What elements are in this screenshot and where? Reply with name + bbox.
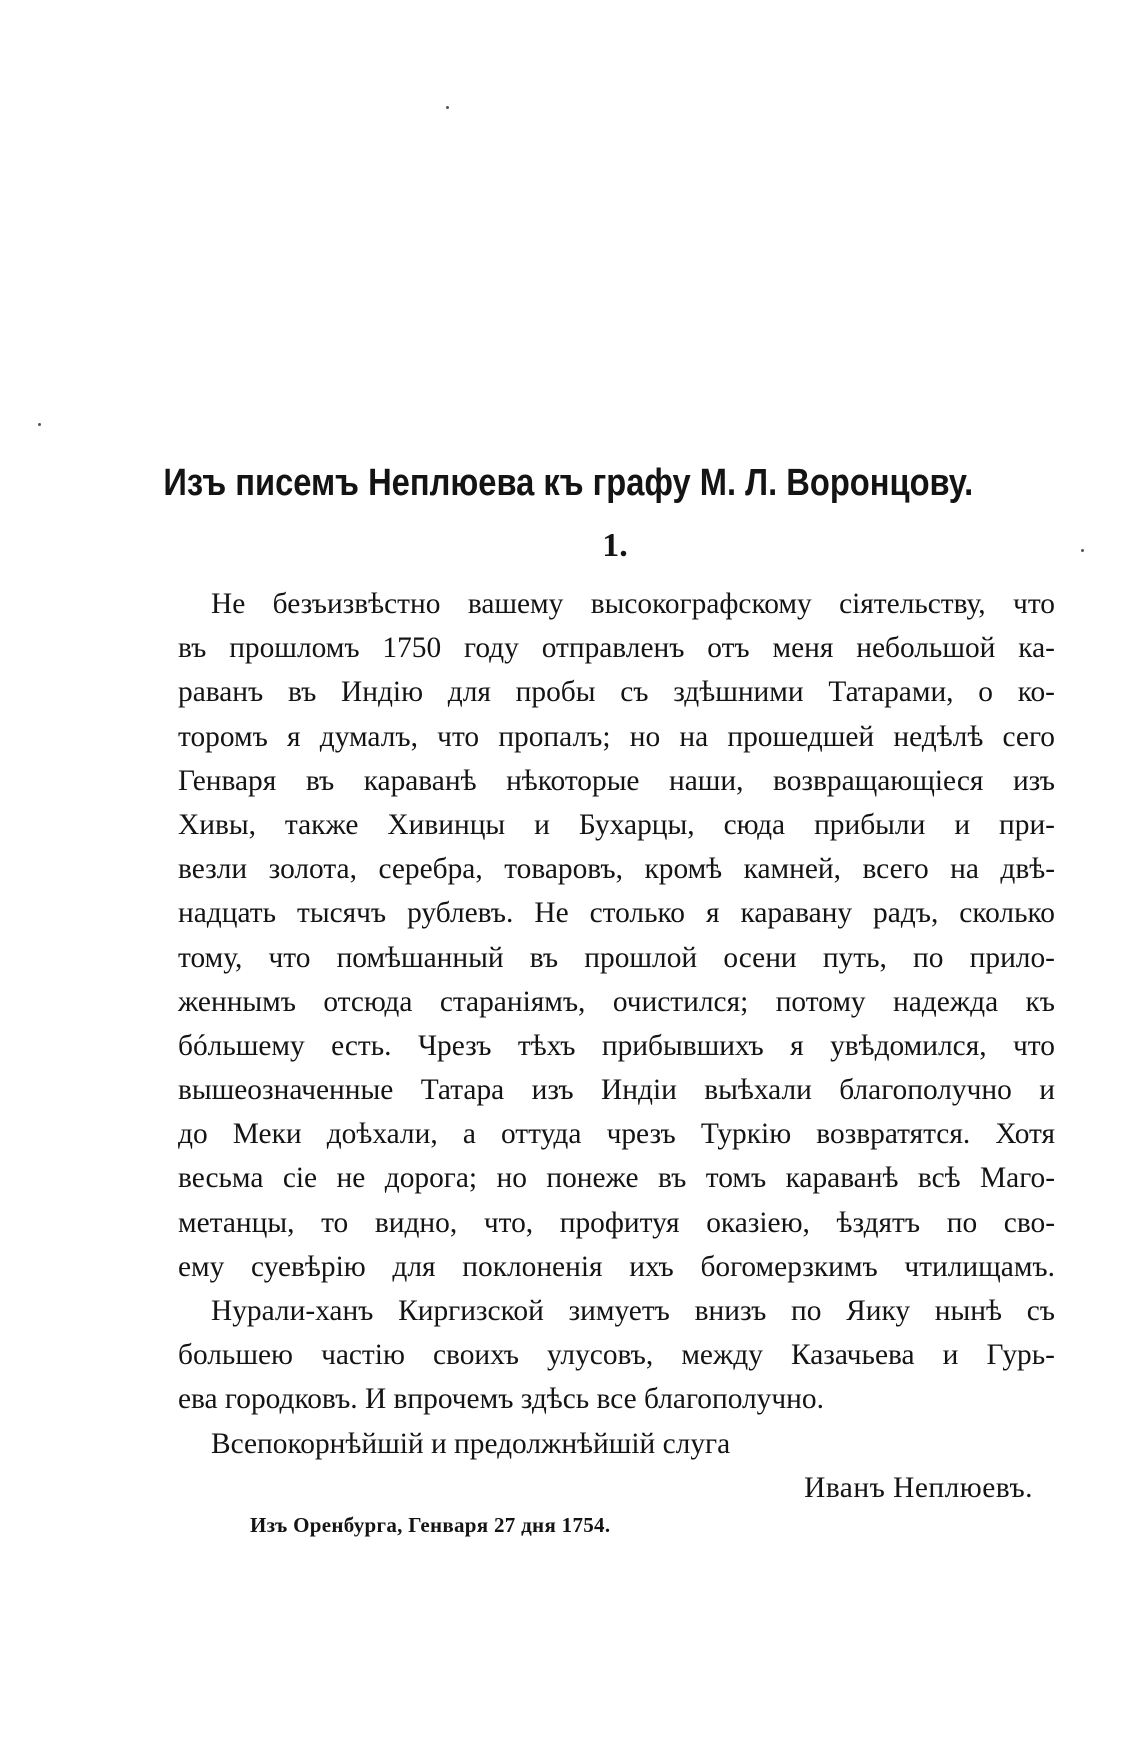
word: по bbox=[791, 1295, 822, 1327]
word: Чрезъ bbox=[417, 1029, 492, 1062]
word: ему bbox=[178, 1250, 225, 1283]
word: сіе bbox=[282, 1162, 318, 1195]
word: 1750 bbox=[382, 632, 442, 665]
word: недѣлѣ bbox=[893, 720, 984, 753]
word: до bbox=[178, 1118, 208, 1151]
text-line bbox=[178, 1245, 1055, 1289]
text-line bbox=[178, 670, 1055, 714]
word: раванъ bbox=[178, 676, 264, 709]
page-title: Изъ писемъ Неплюева къ графу М. Л. Воронцову. bbox=[163, 462, 974, 504]
word: всего bbox=[862, 853, 929, 886]
paragraph-2 bbox=[178, 1289, 1055, 1422]
word: съ bbox=[1026, 1295, 1055, 1327]
word: Казачьева bbox=[791, 1339, 915, 1372]
text-line bbox=[178, 936, 1055, 980]
word: увѣдомился, bbox=[830, 1029, 987, 1062]
word: Бухарцы, bbox=[578, 808, 695, 841]
word: что bbox=[1013, 588, 1055, 620]
word: столько bbox=[589, 897, 685, 930]
word: Гурь- bbox=[986, 1339, 1055, 1372]
word: въ bbox=[287, 676, 317, 709]
word: думалъ, bbox=[319, 720, 418, 753]
text-line bbox=[178, 715, 1055, 759]
word: прошедшей bbox=[727, 720, 875, 753]
word: выѣхали bbox=[704, 1074, 812, 1107]
word: въ bbox=[529, 941, 559, 974]
place-and-date: Изъ Оренбурга, Генваря 27 дня 1754. bbox=[250, 1513, 611, 1537]
word: въ bbox=[178, 632, 207, 665]
word: что bbox=[1013, 1029, 1055, 1062]
text-line bbox=[178, 1201, 1055, 1245]
word: Меки bbox=[232, 1118, 302, 1151]
word: по bbox=[913, 941, 944, 974]
word: Маго- bbox=[980, 1162, 1055, 1195]
word: внизъ bbox=[694, 1295, 767, 1327]
text-line bbox=[178, 1289, 1055, 1333]
word: доѣхали, bbox=[326, 1118, 438, 1151]
word: наши, bbox=[669, 764, 744, 797]
word: ихъ bbox=[629, 1250, 674, 1283]
word: золота, bbox=[268, 853, 357, 886]
word: кромѣ bbox=[644, 853, 723, 886]
text-line bbox=[178, 1377, 1055, 1421]
word: нынѣ bbox=[934, 1295, 1002, 1327]
paragraph-1 bbox=[178, 582, 1055, 1289]
word: Татарами, bbox=[828, 676, 954, 709]
word: въ bbox=[657, 1162, 687, 1195]
text-line bbox=[178, 1156, 1055, 1200]
word: оказіею, bbox=[706, 1206, 810, 1239]
word: поклоненія bbox=[462, 1250, 603, 1283]
word: очистился; bbox=[612, 985, 749, 1018]
text-line bbox=[178, 847, 1055, 891]
word: Нурали-ханъ bbox=[211, 1295, 374, 1327]
word: потому bbox=[775, 985, 866, 1018]
word: но bbox=[496, 1162, 527, 1195]
word: везли bbox=[178, 853, 248, 886]
word: для bbox=[447, 676, 491, 709]
text-line bbox=[178, 626, 1055, 670]
word: и bbox=[1039, 1074, 1055, 1107]
word: Хивы, bbox=[178, 808, 256, 841]
letter-body bbox=[178, 582, 1055, 1510]
word: есть. bbox=[331, 1029, 392, 1062]
word: ѣздятъ bbox=[836, 1206, 921, 1239]
word: то bbox=[321, 1206, 349, 1239]
word: профитуя bbox=[559, 1206, 680, 1239]
word: богомерзкимъ bbox=[700, 1250, 878, 1283]
word: видно, bbox=[374, 1206, 458, 1239]
word: Не bbox=[534, 897, 569, 930]
word: прошлой bbox=[584, 941, 698, 974]
word: изъ bbox=[531, 1074, 574, 1107]
word: благополучно bbox=[839, 1074, 1012, 1107]
word: Киргизской bbox=[398, 1295, 544, 1327]
word: для bbox=[392, 1250, 436, 1283]
word: на bbox=[679, 720, 709, 753]
word: бóльшему bbox=[178, 1029, 305, 1062]
word: серебра, bbox=[378, 853, 483, 886]
word: частію bbox=[321, 1339, 405, 1372]
word: караванѣ bbox=[363, 764, 477, 797]
word: и bbox=[534, 808, 550, 841]
signature: Иванъ Неплюевъ. bbox=[804, 1471, 1033, 1504]
word: всѣ bbox=[917, 1162, 961, 1195]
word: улусовъ, bbox=[547, 1339, 654, 1372]
word: сего bbox=[1002, 720, 1055, 753]
word: сюда bbox=[723, 808, 786, 841]
word: сколько bbox=[959, 897, 1055, 930]
word: году bbox=[464, 632, 519, 665]
word: двѣ- bbox=[1000, 853, 1055, 886]
word: суевѣрію bbox=[251, 1250, 366, 1283]
word: я bbox=[287, 720, 301, 753]
word: также bbox=[284, 808, 359, 841]
word: сіятельству, bbox=[839, 588, 986, 620]
word: изъ bbox=[1012, 764, 1055, 797]
word: не bbox=[336, 1162, 366, 1195]
word: камней, bbox=[743, 853, 841, 886]
word: Туркію bbox=[700, 1118, 792, 1151]
word: пробы bbox=[515, 676, 596, 709]
word: между bbox=[681, 1339, 763, 1372]
word: ка- bbox=[1018, 632, 1055, 665]
word: тѣхъ bbox=[517, 1029, 576, 1062]
text-line bbox=[178, 1068, 1055, 1112]
word: безъизвѣстно bbox=[272, 588, 441, 620]
word: сво- bbox=[1003, 1206, 1055, 1239]
text-line bbox=[178, 759, 1055, 803]
word: отправленъ bbox=[541, 632, 685, 665]
word: ко- bbox=[1017, 676, 1055, 709]
word: съ bbox=[620, 676, 649, 709]
word: къ bbox=[1025, 985, 1055, 1018]
word: метанцы, bbox=[178, 1206, 295, 1239]
word: небольшой bbox=[856, 632, 996, 665]
word: вашему bbox=[467, 588, 564, 620]
word: оттуда bbox=[500, 1118, 582, 1151]
word: я bbox=[705, 897, 720, 930]
word: что bbox=[437, 720, 480, 753]
word: томъ bbox=[705, 1162, 767, 1195]
word: отъ bbox=[707, 632, 750, 665]
word: понеже bbox=[546, 1162, 639, 1195]
word: прибывшихъ bbox=[601, 1029, 764, 1062]
word: Татара bbox=[420, 1074, 505, 1107]
word: надежда bbox=[893, 985, 999, 1018]
word: меня bbox=[772, 632, 834, 665]
word: Яику bbox=[846, 1295, 911, 1327]
word: пропалъ; bbox=[498, 720, 611, 753]
word: прибыли bbox=[814, 808, 926, 841]
word: каравану bbox=[740, 897, 853, 930]
word: чтилищамъ. bbox=[904, 1250, 1055, 1283]
line-text: ева городковъ. И впрочемъ здѣсь все благополучно. bbox=[178, 1383, 824, 1416]
word: своихъ bbox=[433, 1339, 519, 1372]
word: путь, bbox=[822, 941, 887, 974]
word: надцать bbox=[178, 897, 276, 930]
word: прошломъ bbox=[229, 632, 360, 665]
word: на bbox=[950, 853, 979, 886]
word: нѣкоторые bbox=[506, 764, 640, 797]
word: Хивинцы bbox=[387, 808, 506, 841]
word: и bbox=[954, 808, 971, 841]
word: Индіи bbox=[601, 1074, 677, 1107]
word: караванѣ bbox=[785, 1162, 899, 1195]
print-speck bbox=[38, 423, 41, 426]
word: и bbox=[942, 1339, 959, 1372]
word: высокографскому bbox=[590, 588, 812, 620]
closing-formula: Всепокорнѣйшій и предолжнѣйшій слуга bbox=[211, 1427, 731, 1460]
word: Индію bbox=[341, 676, 424, 709]
word: о bbox=[978, 676, 993, 709]
word: тысячъ bbox=[296, 897, 387, 930]
word: что, bbox=[483, 1206, 534, 1239]
word: что bbox=[268, 941, 311, 974]
word: помѣшанный bbox=[336, 941, 504, 974]
print-speck bbox=[446, 106, 449, 109]
word: отсюда bbox=[323, 985, 413, 1018]
text-line bbox=[178, 582, 1055, 626]
word: я bbox=[790, 1029, 804, 1062]
word: Хотя bbox=[995, 1118, 1055, 1151]
word: прило- bbox=[969, 941, 1055, 974]
word: возвратятся. bbox=[816, 1118, 971, 1151]
word: товаровъ, bbox=[504, 853, 623, 886]
word: весьма bbox=[178, 1162, 264, 1195]
word: а bbox=[462, 1118, 476, 1151]
word: здѣшними bbox=[673, 676, 804, 709]
word: вышеозначенные bbox=[178, 1074, 394, 1107]
word: женнымъ bbox=[178, 985, 296, 1018]
word: стараніямъ, bbox=[439, 985, 586, 1018]
word: но bbox=[629, 720, 661, 753]
text-line bbox=[178, 980, 1055, 1024]
word: чрезъ bbox=[606, 1118, 676, 1151]
word: торомъ bbox=[178, 720, 268, 753]
word: зимуетъ bbox=[568, 1295, 670, 1327]
word: тому, bbox=[178, 941, 243, 974]
word: большею bbox=[178, 1339, 293, 1372]
word: дорога; bbox=[384, 1162, 478, 1195]
word: радъ, bbox=[873, 897, 939, 930]
word: Генваря bbox=[178, 764, 277, 797]
text-line bbox=[178, 891, 1055, 935]
text-line bbox=[178, 1024, 1055, 1068]
word: Не bbox=[211, 588, 246, 620]
word: рублевъ. bbox=[407, 897, 514, 930]
letter-number: 1. bbox=[602, 527, 628, 564]
word: въ bbox=[305, 764, 335, 797]
word: возвращающіеся bbox=[773, 764, 984, 797]
text-line bbox=[178, 803, 1055, 847]
text-line bbox=[178, 1333, 1055, 1377]
word: при- bbox=[999, 808, 1055, 841]
word: осени bbox=[723, 941, 797, 974]
word: по bbox=[946, 1206, 978, 1239]
text-line bbox=[178, 1112, 1055, 1156]
